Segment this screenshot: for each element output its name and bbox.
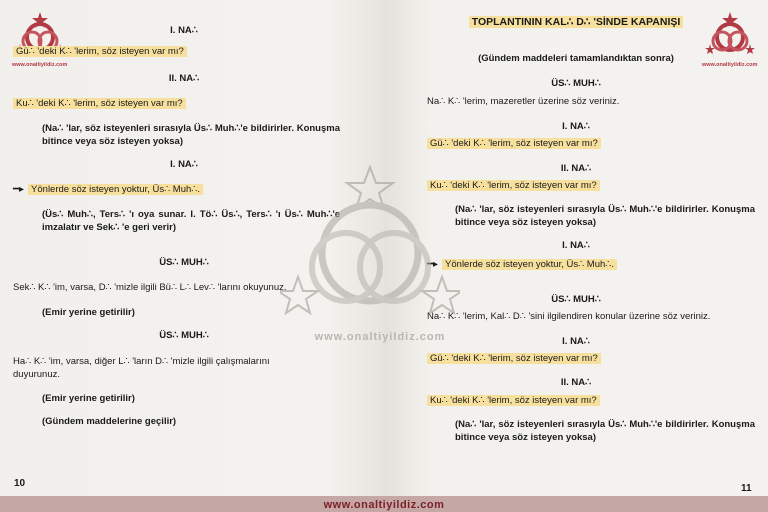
highlighted-text: Gü∴ 'deki K∴ 'lerim, söz isteyen var mı? bbox=[427, 353, 601, 364]
heading-us-muh: ÜS∴ MUH∴ bbox=[159, 330, 209, 341]
heading-us-muh: ÜS∴ MUH∴ bbox=[551, 78, 601, 89]
gavel-icon: ━▸ bbox=[13, 184, 25, 195]
speech-line bbox=[13, 97, 186, 110]
watermark-logo-icon bbox=[280, 165, 460, 325]
heading-i-na: I. NA∴ bbox=[170, 159, 198, 170]
heading-us-muh: ÜS∴ MUH∴ bbox=[159, 257, 209, 268]
speech-line bbox=[13, 183, 203, 196]
speech-line: Ha∴ K∴ 'im, varsa, diğer L∴ 'ların D∴ 'mizle ilgili çalışmalarını duyurunuz. bbox=[13, 356, 270, 380]
instruction-text: (Na∴ 'lar, söz isteyenleri sırasıyla Üs∴ Muh∴'e bildirirler. Konuşma bitince veya söz isteyen yoksa) bbox=[455, 204, 755, 228]
page-number-right: 11 bbox=[741, 483, 752, 494]
heading-i-na: I. NA∴ bbox=[562, 240, 590, 251]
instruction-text: (Na∴ 'lar, söz isteyenleri sırasıyla Üs∴ Muh∴'e bildirirler. Konuşma bitince veya söz isteyen yoksa) bbox=[455, 419, 755, 443]
heading-i-na: I. NA∴ bbox=[562, 336, 590, 347]
site-logo-right[interactable] bbox=[704, 10, 756, 63]
speech-line: Na∴ K∴ 'lerim, Kal∴ D∴ 'sini ilgilendiren konular üzerine söz veriniz. bbox=[427, 311, 711, 322]
highlighted-title: TOPLANTININ KAL∴ D∴ 'SİNDE KAPANIŞI bbox=[469, 16, 684, 28]
instruction-text: (Emir yerine getirilir) bbox=[42, 307, 135, 318]
highlighted-text: Ku∴ 'deki K∴ 'lerim, söz isteyen var mı? bbox=[13, 98, 186, 109]
instruction-text: (Na∴ 'lar, söz isteyenleri sırasıyla Üs∴ Muh∴'e bildirirler. Konuşma bitince veya söz isteyen yoksa) bbox=[42, 123, 340, 147]
speech-line: Sek∴ K∴ 'im, varsa, D∴ 'mizle ilgili Bü∴ L∴ Lev∴ 'larını okuyunuz. bbox=[13, 282, 287, 293]
heading-ii-na: II. NA∴ bbox=[168, 73, 200, 84]
speech-line: Na∴ K∴ 'lerim, mazeretler üzerine söz veriniz. bbox=[427, 96, 620, 107]
watermark-text: www.onaltiyildiz.com bbox=[314, 331, 446, 343]
speech-line bbox=[427, 137, 601, 150]
speech-line bbox=[427, 394, 600, 407]
highlighted-text: Yönlerde söz isteyen yoktur, Üs∴ Muh∴. bbox=[28, 184, 203, 195]
heading-i-na: I. NA∴ bbox=[562, 121, 590, 132]
instruction-text: (Gündem maddeleri tamamlandıktan sonra) bbox=[478, 53, 674, 64]
heading-ii-na: II. NA∴ bbox=[560, 377, 592, 388]
speech-line bbox=[427, 352, 601, 365]
instruction-text: (Gündem maddelerine geçilir) bbox=[42, 416, 177, 427]
heading-i-na: I. NA∴ bbox=[170, 25, 198, 36]
highlighted-text: Ku∴ 'deki K∴ 'lerim, söz isteyen var mı? bbox=[427, 180, 600, 191]
page-number-left: 10 bbox=[14, 478, 26, 489]
gavel-icon: ━▸ bbox=[427, 259, 439, 270]
highlighted-text: Ku∴ 'deki K∴ 'lerim, söz isteyen var mı? bbox=[427, 395, 600, 406]
footer-link[interactable]: www.onaltiyildiz.com bbox=[323, 499, 445, 511]
highlighted-text: Yönlerde söz isteyen yoktur, Üs∴ Muh∴. bbox=[442, 259, 617, 270]
heading-ii-na: II. NA∴ bbox=[560, 163, 592, 174]
instruction-text: (Emir yerine getirilir) bbox=[42, 393, 135, 404]
sixteen-star-logo-icon bbox=[704, 10, 756, 58]
instruction-text: (Üs∴ Muh∴, Ters∴ 'ı oya sunar. I. Tö∴ Üs∴, Ters∴ 'ı Üs∴ Muh∴'e imzalatır ve Sek∴ 'e geri verir) bbox=[42, 209, 340, 233]
highlighted-text: Gü∴ 'deki K∴ 'lerim, söz isteyen var mı? bbox=[427, 138, 601, 149]
highlighted-text: Gü∴ 'deki K∴ 'lerim, söz isteyen var mı? bbox=[13, 46, 187, 57]
logo-caption-right: www.onaltiyildiz.com bbox=[702, 62, 758, 68]
heading-us-muh: ÜS∴ MUH∴ bbox=[551, 294, 601, 305]
logo-caption-left: www.onaltiyildiz.com bbox=[12, 62, 68, 68]
speech-line bbox=[13, 45, 187, 58]
